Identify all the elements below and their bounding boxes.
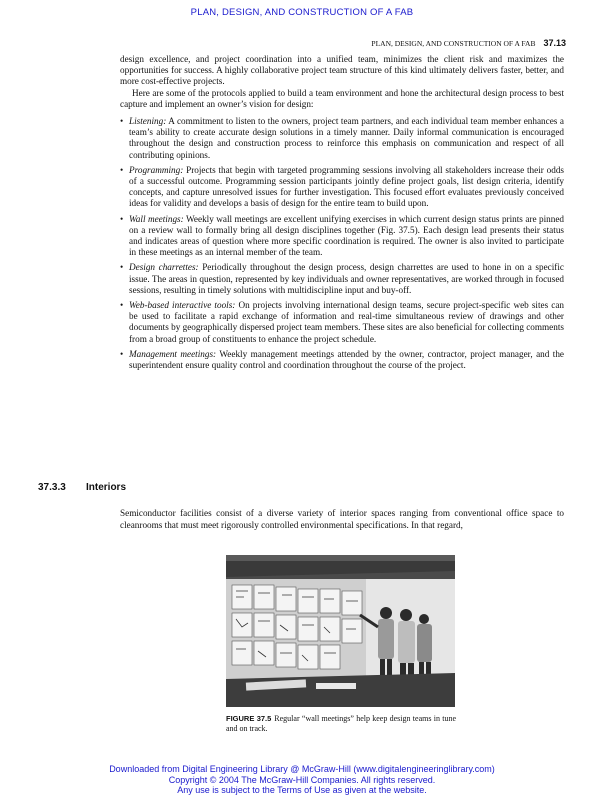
list-item-management-meetings xyxy=(120,349,564,371)
footer-line-copyright: Copyright © 2004 The McGraw-Hill Companies. All rights reserved. xyxy=(168,774,436,785)
bullet-icon: • xyxy=(120,262,124,273)
section-heading xyxy=(38,482,126,493)
intro-paragraph: design excellence, and project coordination into a unified team, minimizes the client risk and maximizes the opportunities for success. A highly collaborative project team structure of this kind ultimately delivers faster, better, and more cost-effective projects. xyxy=(120,54,564,87)
download-footer xyxy=(0,764,604,796)
footer-line-terms: Any use is subject to the Terms of Use as given at the website. xyxy=(177,785,427,795)
list-item-label: Programming: xyxy=(129,164,184,175)
list-item-web-tools xyxy=(120,300,564,345)
section-title: Interiors xyxy=(86,482,127,493)
figure-label: FIGURE 37.5 xyxy=(226,714,272,723)
bullet-icon: • xyxy=(120,213,124,224)
list-item-text: Weekly wall meetings are excellent unifying exercises in which current design status prints are pinned on a review wall to formally bring all design disciplines together (Fig. 37.5). Each design lead presents their status and indicates areas of question where more specific coordination is required. The owner is also invited to participate in these meetings as an internal member of the team. xyxy=(129,213,564,258)
section-paragraph: Semiconductor facilities consist of a diverse variety of interior spaces ranging from conventional office space to cleanrooms that must meet rigorously controlled environmental specifications. In that regard, xyxy=(120,508,564,531)
list-item-label: Design charrettes: xyxy=(129,262,199,273)
running-head-title: PLAN, DESIGN, AND CONSTRUCTION OF A FAB xyxy=(371,39,536,48)
wall-meeting-photo xyxy=(226,555,455,707)
list-item-label: Management meetings: xyxy=(129,348,217,359)
list-item-label: Web-based interactive tools: xyxy=(129,300,236,311)
bullet-icon: • xyxy=(120,164,124,175)
list-item-text: Weekly management meetings attended by the owner, contractor, project manager, and the superintendent ensure quality control and coordination throughout the course of the project. xyxy=(129,348,564,371)
list-item-listening xyxy=(120,116,564,161)
page-number: 37.13 xyxy=(543,38,566,48)
bullet-icon: • xyxy=(120,116,124,127)
list-item-programming xyxy=(120,165,564,210)
list-item-text: Projects that begin with targeted programming sessions involving all stakeholders increase their odds of a successful outcome. Programming session participants jointly define project goals, list design criteria, identify concepts, and capture unresolved issues for further investigation. This focused effort evaluates previously conceived ideas for validity and develops a basis of design for the entire team to build upon. xyxy=(129,164,564,209)
protocol-list xyxy=(120,116,564,371)
figure-caption xyxy=(226,714,456,734)
top-banner: PLAN, DESIGN, AND CONSTRUCTION OF A FAB xyxy=(190,7,414,18)
list-item-label: Wall meetings: xyxy=(129,213,184,224)
list-item-text: On projects involving international design teams, secure project-specific web sites can be used to facilitate a rapid exchange of information and real-time simultaneous review of drawings and other documents by geographically dispersed project team members. These sites are also beneficial for collecting comments from a broad group of constituents to enhance the project schedule. xyxy=(129,300,565,344)
figure-photo xyxy=(226,555,455,707)
figure-caption-text: Regular “wall meetings” help keep design teams in tune and on track. xyxy=(226,714,457,733)
list-item-text: A commitment to listen to the owners, project team partners, and each individual team member enhances a team’s ability to create accurate design solutions in a timely manner. Daily informal communication is encouraged throughout the design and construction process to reinforce this emphasis on communication and respect of all contributing opinions. xyxy=(129,116,564,160)
bullet-icon: • xyxy=(120,300,124,311)
list-item-text: Periodically throughout the design process, design charrettes are used to hone in on a specific issue. The areas in question, represented by key individuals and owner representatives, are worked through in focused sessions, resulting in timely solutions with multidiscipline input and buy-off. xyxy=(129,262,564,295)
bullet-icon: • xyxy=(120,348,124,359)
body-text xyxy=(120,54,564,375)
list-item-design-charrettes xyxy=(120,262,564,296)
footer-line-download: Downloaded from Digital Engineering Library @ McGraw-Hill (www.digitalengineeringlibrary.com) xyxy=(109,764,495,774)
running-head xyxy=(120,38,566,48)
protocols-intro-paragraph: Here are some of the protocols applied to build a team environment and hone the architectural design process to best capture and implement an owner’s vision for design: xyxy=(120,87,564,109)
section-number: 37.3.3 xyxy=(38,482,66,493)
list-item-wall-meetings xyxy=(120,214,564,259)
list-item-label: Listening: xyxy=(129,116,167,127)
